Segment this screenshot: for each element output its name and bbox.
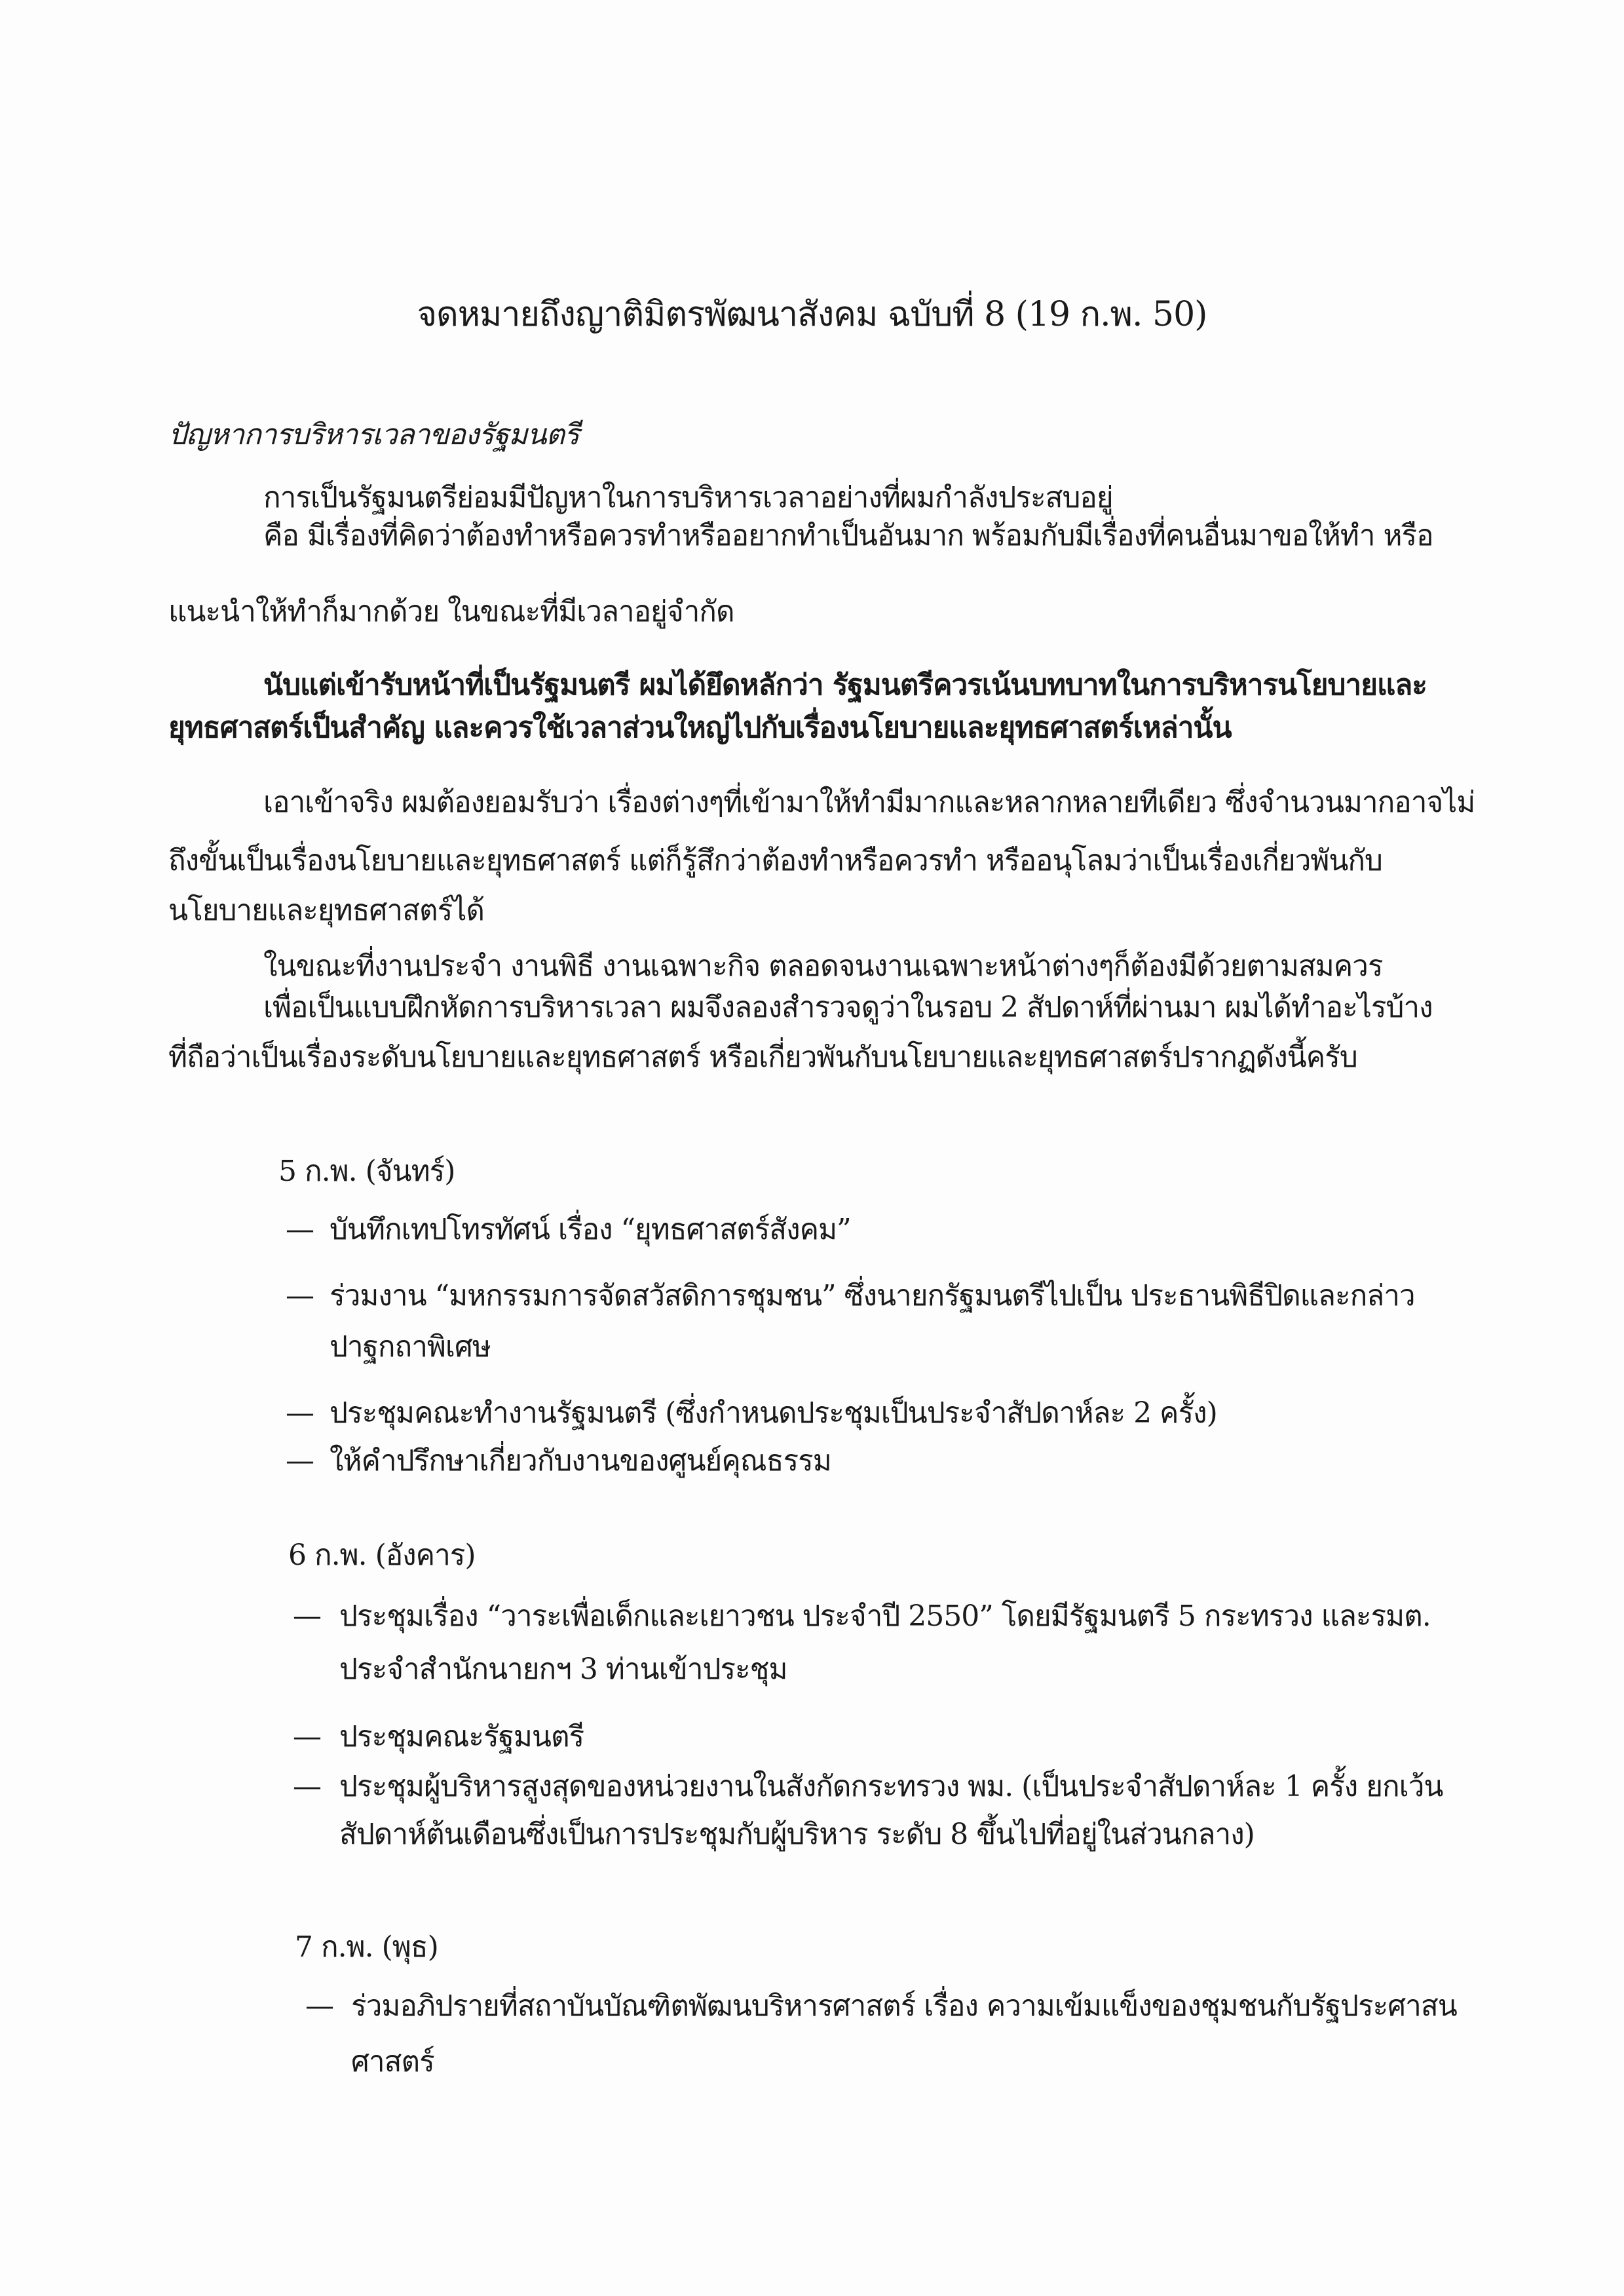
day-heading: 7 ก.พ. (พุธ)	[295, 1930, 438, 1964]
list-item-continuation: ประจำสำนักนายกฯ 3 ท่านเข้าประชุม	[339, 1653, 787, 1686]
list-item: ร่วมอภิปรายที่สถาบันบัณฑิตพัฒนบริหารศาสตร์ เรื่อง ความเข้มแข็งของชุมชนกับรัฐประศาสน	[351, 1989, 1457, 2023]
list-item-continuation: สัปดาห์ต้นเดือนซึ่งเป็นการประชุมกับผู้บริหาร ระดับ 8 ขึ้นไปที่อยู่ในส่วนกลาง)	[339, 1818, 1255, 1851]
list-item: ประชุมคณะทำงานรัฐมนตรี (ซึ่งกำหนดประชุมเป็นประจำสัปดาห์ละ 2 ครั้ง)	[330, 1396, 1217, 1430]
paragraph-line: นับแต่เข้ารับหน้าที่เป็นรัฐมนตรี ผมได้ยึดหลักว่า รัฐมนตรีควรเน้นบทบาทในการบริหารนโยบายและ	[263, 668, 1427, 702]
dash-bullet: —	[293, 1720, 322, 1753]
dash-bullet: —	[286, 1444, 314, 1478]
dash-bullet: —	[286, 1279, 314, 1312]
list-item: บันทึกเทปโทรทัศน์ เรื่อง “ยุทธศาสตร์สังคม”	[330, 1213, 851, 1246]
dash-bullet: —	[286, 1213, 314, 1246]
paragraph-line: เอาเข้าจริง ผมต้องยอมรับว่า เรื่องต่างๆที่เข้ามาให้ทำมีมากและหลากหลายทีเดียว ซึ่งจำนวนมากอาจไม่	[263, 786, 1475, 819]
paragraph-line: เพื่อเป็นแบบฝึกหัดการบริหารเวลา ผมจึงลองสำรวจดูว่าในรอบ 2 สัปดาห์ที่ผ่านมา ผมได้ทำอะไรบ้าง	[263, 991, 1433, 1024]
list-item: ประชุมผู้บริหารสูงสุดของหน่วยงานในสังกัดกระทรวง พม. (เป็นประจำสัปดาห์ละ 1 ครั้ง ยกเว้น	[339, 1770, 1443, 1803]
dash-bullet: —	[293, 1599, 322, 1633]
document-title: จดหมายถึงญาติมิตรพัฒนาสังคม ฉบับที่ 8 (19 ก.พ. 50)	[417, 295, 1207, 334]
list-item: ประชุมเรื่อง “วาระเพื่อเด็กและเยาวชน ประจำปี 2550” โดยมีรัฐมนตรี 5 กระทรวง และรมต.	[339, 1599, 1431, 1633]
section-heading: ปัญหาการบริหารเวลาของรัฐมนตรี	[168, 418, 579, 451]
list-item-continuation: ศาสตร์	[351, 2045, 434, 2078]
paragraph-line: ที่ถือว่าเป็นเรื่องระดับนโยบายและยุทธศาสตร์ หรือเกี่ยวพันกับนโยบายและยุทธศาสตร์ปรากฏดังนี้ครับ	[168, 1041, 1357, 1074]
paragraph-line: คือ มีเรื่องที่คิดว่าต้องทำหรือควรทำหรืออยากทำเป็นอันมาก พร้อมกับมีเรื่องที่คนอื่นมาขอให้ทำ หรือ	[263, 519, 1433, 552]
paragraph-line: การเป็นรัฐมนตรีย่อมมีปัญหาในการบริหารเวลาอย่างที่ผมกำลังประสบอยู่	[263, 481, 1113, 514]
list-item: ให้คำปรึกษาเกี่ยวกับงานของศูนย์คุณธรรม	[330, 1444, 831, 1478]
paragraph-line: ในขณะที่งานประจำ งานพิธี งานเฉพาะกิจ ตลอดจนงานเฉพาะหน้าต่างๆก็ต้องมีด้วยตามสมควร	[263, 949, 1383, 983]
paragraph-line: ถึงขั้นเป็นเรื่องนโยบายและยุทธศาสตร์ แต่ก็รู้สึกว่าต้องทำหรือควรทำ หรืออนุโลมว่าเป็นเรื่องเกี่ยวพันกับ	[168, 844, 1382, 877]
list-item-continuation: ปาฐกถาพิเศษ	[330, 1330, 491, 1364]
day-heading: 5 ก.พ. (จันทร์)	[278, 1155, 455, 1188]
list-item: ร่วมงาน “มหกรรมการจัดสวัสดิการชุมชน” ซึ่งนายกรัฐมนตรีไปเป็น ประธานพิธีปิดและกล่าว	[330, 1279, 1415, 1312]
paragraph-line: ยุทธศาสตร์เป็นสำคัญ และควรใช้เวลาส่วนใหญ่ไปกับเรื่องนโยบายและยุทธศาสตร์เหล่านั้น	[168, 711, 1232, 744]
paragraph-line: แนะนำให้ทำก็มากด้วย ในขณะที่มีเวลาอยู่จำกัด	[168, 595, 734, 628]
list-item: ประชุมคณะรัฐมนตรี	[339, 1720, 584, 1753]
dash-bullet: —	[305, 1989, 334, 2023]
dash-bullet: —	[286, 1396, 314, 1430]
day-heading: 6 ก.พ. (อังคาร)	[288, 1539, 476, 1572]
paragraph-line: นโยบายและยุทธศาสตร์ได้	[168, 894, 484, 927]
dash-bullet: —	[293, 1770, 322, 1803]
